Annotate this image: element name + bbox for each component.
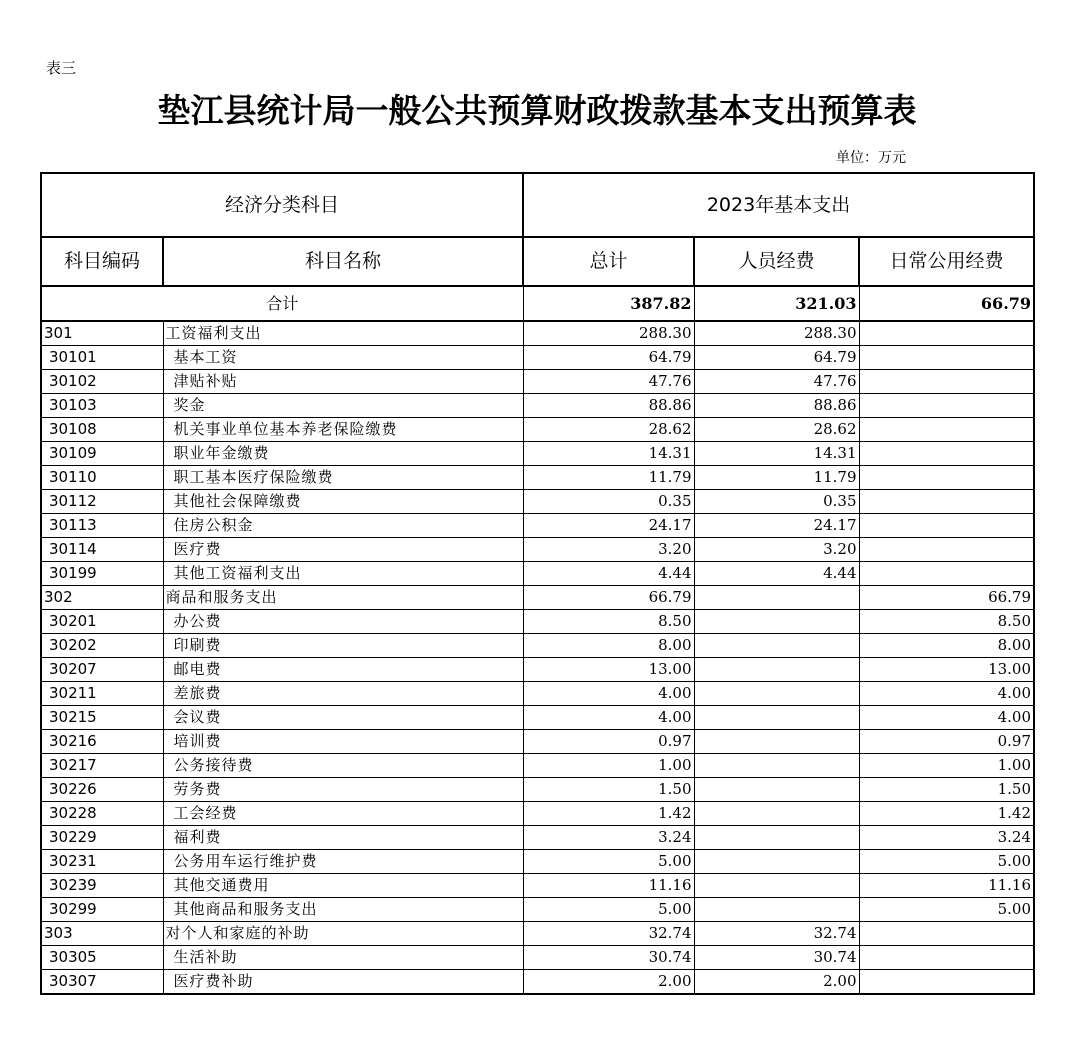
row-public: 5.00 bbox=[859, 850, 1034, 874]
row-subject-name: 公务用车运行维护费 bbox=[163, 850, 523, 874]
row-public bbox=[859, 442, 1034, 466]
total-sum: 387.82 bbox=[523, 286, 694, 321]
table-row bbox=[41, 754, 1034, 778]
row-subject-name: 对个人和家庭的补助 bbox=[163, 922, 523, 946]
row-subject-name: 其他商品和服务支出 bbox=[163, 898, 523, 922]
row-public: 8.00 bbox=[859, 634, 1034, 658]
table-row bbox=[41, 826, 1034, 850]
row-subject-name: 医疗费 bbox=[163, 538, 523, 562]
row-public: 4.00 bbox=[859, 706, 1034, 730]
row-total: 0.97 bbox=[523, 730, 694, 754]
row-personnel bbox=[694, 850, 859, 874]
row-subject-code: 30216 bbox=[41, 730, 163, 754]
row-total: 5.00 bbox=[523, 850, 694, 874]
row-subject-code: 30201 bbox=[41, 610, 163, 634]
header-personnel-expense: 人员经费 bbox=[694, 237, 859, 286]
row-personnel: 2.00 bbox=[694, 970, 859, 995]
row-public bbox=[859, 370, 1034, 394]
table-row bbox=[41, 802, 1034, 826]
row-subject-name: 其他交通费用 bbox=[163, 874, 523, 898]
total-personnel: 321.03 bbox=[694, 286, 859, 321]
row-personnel bbox=[694, 898, 859, 922]
table-row bbox=[41, 346, 1034, 370]
row-total: 14.31 bbox=[523, 442, 694, 466]
row-subject-code: 302 bbox=[41, 586, 163, 610]
row-total: 88.86 bbox=[523, 394, 694, 418]
table-row bbox=[41, 874, 1034, 898]
row-subject-code: 303 bbox=[41, 922, 163, 946]
row-public: 1.00 bbox=[859, 754, 1034, 778]
header-total: 总计 bbox=[523, 237, 694, 286]
row-public bbox=[859, 514, 1034, 538]
row-personnel: 11.79 bbox=[694, 466, 859, 490]
row-personnel bbox=[694, 730, 859, 754]
row-total: 0.35 bbox=[523, 490, 694, 514]
row-total: 32.74 bbox=[523, 922, 694, 946]
row-personnel bbox=[694, 634, 859, 658]
row-subject-code: 30299 bbox=[41, 898, 163, 922]
table-row bbox=[41, 850, 1034, 874]
row-total: 24.17 bbox=[523, 514, 694, 538]
row-total: 3.20 bbox=[523, 538, 694, 562]
row-total: 64.79 bbox=[523, 346, 694, 370]
row-subject-name: 公务接待费 bbox=[163, 754, 523, 778]
table-row bbox=[41, 898, 1034, 922]
row-subject-code: 30103 bbox=[41, 394, 163, 418]
header-subject-name: 科目名称 bbox=[163, 237, 523, 286]
row-subject-code: 30211 bbox=[41, 682, 163, 706]
table-row bbox=[41, 418, 1034, 442]
row-personnel bbox=[694, 754, 859, 778]
row-public bbox=[859, 922, 1034, 946]
row-total: 11.79 bbox=[523, 466, 694, 490]
header-subject-code: 科目编码 bbox=[41, 237, 163, 286]
row-subject-code: 30112 bbox=[41, 490, 163, 514]
row-total: 3.24 bbox=[523, 826, 694, 850]
row-subject-code: 30113 bbox=[41, 514, 163, 538]
row-subject-name: 住房公积金 bbox=[163, 514, 523, 538]
row-total: 5.00 bbox=[523, 898, 694, 922]
row-personnel: 3.20 bbox=[694, 538, 859, 562]
table-row bbox=[41, 586, 1034, 610]
table-row bbox=[41, 682, 1034, 706]
row-subject-code: 30207 bbox=[41, 658, 163, 682]
table-row bbox=[41, 658, 1034, 682]
row-total: 4.00 bbox=[523, 682, 694, 706]
row-subject-code: 30217 bbox=[41, 754, 163, 778]
row-total: 1.50 bbox=[523, 778, 694, 802]
budget-table bbox=[40, 172, 1035, 995]
row-public: 11.16 bbox=[859, 874, 1034, 898]
row-personnel: 32.74 bbox=[694, 922, 859, 946]
row-subject-code: 30110 bbox=[41, 466, 163, 490]
row-total: 1.42 bbox=[523, 802, 694, 826]
row-personnel: 24.17 bbox=[694, 514, 859, 538]
row-public bbox=[859, 418, 1034, 442]
table-row bbox=[41, 730, 1034, 754]
row-subject-code: 30109 bbox=[41, 442, 163, 466]
row-subject-code: 30114 bbox=[41, 538, 163, 562]
row-subject-name: 机关事业单位基本养老保险缴费 bbox=[163, 418, 523, 442]
row-total: 47.76 bbox=[523, 370, 694, 394]
row-subject-name: 奖金 bbox=[163, 394, 523, 418]
row-total: 1.00 bbox=[523, 754, 694, 778]
row-subject-code: 301 bbox=[41, 321, 163, 346]
row-personnel: 30.74 bbox=[694, 946, 859, 970]
row-public: 8.50 bbox=[859, 610, 1034, 634]
row-public: 1.42 bbox=[859, 802, 1034, 826]
row-subject-name: 商品和服务支出 bbox=[163, 586, 523, 610]
row-subject-name: 工会经费 bbox=[163, 802, 523, 826]
row-subject-code: 30228 bbox=[41, 802, 163, 826]
table-number-label: 表三 bbox=[46, 59, 77, 77]
row-subject-name: 职业年金缴费 bbox=[163, 442, 523, 466]
row-public bbox=[859, 562, 1034, 586]
page-title: 垫江县统计局一般公共预算财政拨款基本支出预算表 bbox=[157, 91, 917, 130]
row-public: 1.50 bbox=[859, 778, 1034, 802]
row-personnel bbox=[694, 874, 859, 898]
row-personnel bbox=[694, 802, 859, 826]
row-subject-code: 30231 bbox=[41, 850, 163, 874]
table-row bbox=[41, 946, 1034, 970]
row-subject-name: 印刷费 bbox=[163, 634, 523, 658]
row-public bbox=[859, 970, 1034, 995]
row-subject-name: 基本工资 bbox=[163, 346, 523, 370]
row-subject-name: 其他社会保障缴费 bbox=[163, 490, 523, 514]
row-personnel bbox=[694, 658, 859, 682]
table-row bbox=[41, 394, 1034, 418]
table-row bbox=[41, 562, 1034, 586]
row-total: 4.44 bbox=[523, 562, 694, 586]
row-total: 288.30 bbox=[523, 321, 694, 346]
row-total: 30.74 bbox=[523, 946, 694, 970]
row-total: 11.16 bbox=[523, 874, 694, 898]
row-public bbox=[859, 490, 1034, 514]
header-basic-expenditure-year: 2023年基本支出 bbox=[523, 173, 1034, 237]
table-row bbox=[41, 970, 1034, 995]
row-public: 5.00 bbox=[859, 898, 1034, 922]
row-public: 13.00 bbox=[859, 658, 1034, 682]
row-personnel bbox=[694, 826, 859, 850]
row-personnel: 28.62 bbox=[694, 418, 859, 442]
row-subject-name: 办公费 bbox=[163, 610, 523, 634]
row-subject-code: 30305 bbox=[41, 946, 163, 970]
row-public bbox=[859, 346, 1034, 370]
header-row-group bbox=[41, 173, 1034, 237]
row-personnel bbox=[694, 610, 859, 634]
row-total: 4.00 bbox=[523, 706, 694, 730]
row-subject-code: 30101 bbox=[41, 346, 163, 370]
row-subject-code: 30239 bbox=[41, 874, 163, 898]
row-subject-name: 医疗费补助 bbox=[163, 970, 523, 995]
row-subject-name: 生活补助 bbox=[163, 946, 523, 970]
row-personnel bbox=[694, 706, 859, 730]
row-subject-name: 邮电费 bbox=[163, 658, 523, 682]
table-row bbox=[41, 514, 1034, 538]
row-subject-code: 30202 bbox=[41, 634, 163, 658]
row-total: 8.50 bbox=[523, 610, 694, 634]
row-public bbox=[859, 466, 1034, 490]
header-public-expense: 日常公用经费 bbox=[859, 237, 1034, 286]
row-personnel: 64.79 bbox=[694, 346, 859, 370]
table-row bbox=[41, 922, 1034, 946]
header-economic-classification: 经济分类科目 bbox=[41, 173, 523, 237]
row-subject-name: 差旅费 bbox=[163, 682, 523, 706]
unit-label: 单位：万元 bbox=[836, 150, 906, 166]
table-row bbox=[41, 610, 1034, 634]
row-subject-name: 职工基本医疗保险缴费 bbox=[163, 466, 523, 490]
row-public: 3.24 bbox=[859, 826, 1034, 850]
table-row bbox=[41, 466, 1034, 490]
row-subject-code: 30199 bbox=[41, 562, 163, 586]
row-total: 66.79 bbox=[523, 586, 694, 610]
row-public bbox=[859, 946, 1034, 970]
row-subject-code: 30108 bbox=[41, 418, 163, 442]
table-row bbox=[41, 778, 1034, 802]
row-public bbox=[859, 538, 1034, 562]
row-public: 4.00 bbox=[859, 682, 1034, 706]
row-total: 2.00 bbox=[523, 970, 694, 995]
row-personnel bbox=[694, 778, 859, 802]
row-subject-name: 培训费 bbox=[163, 730, 523, 754]
total-public: 66.79 bbox=[859, 286, 1034, 321]
table-row bbox=[41, 538, 1034, 562]
row-subject-code: 30307 bbox=[41, 970, 163, 995]
total-row bbox=[41, 286, 1034, 321]
row-subject-name: 福利费 bbox=[163, 826, 523, 850]
row-subject-code: 30215 bbox=[41, 706, 163, 730]
table-row bbox=[41, 442, 1034, 466]
row-subject-name: 津贴补贴 bbox=[163, 370, 523, 394]
row-personnel bbox=[694, 586, 859, 610]
table-row bbox=[41, 490, 1034, 514]
row-subject-code: 30102 bbox=[41, 370, 163, 394]
row-total: 13.00 bbox=[523, 658, 694, 682]
row-public: 66.79 bbox=[859, 586, 1034, 610]
row-subject-name: 会议费 bbox=[163, 706, 523, 730]
table-row bbox=[41, 321, 1034, 346]
total-label: 合计 bbox=[41, 286, 523, 321]
row-personnel: 288.30 bbox=[694, 321, 859, 346]
row-personnel: 47.76 bbox=[694, 370, 859, 394]
row-personnel: 0.35 bbox=[694, 490, 859, 514]
row-personnel bbox=[694, 682, 859, 706]
row-public bbox=[859, 394, 1034, 418]
header-row-columns bbox=[41, 237, 1034, 286]
row-total: 28.62 bbox=[523, 418, 694, 442]
row-total: 8.00 bbox=[523, 634, 694, 658]
row-public: 0.97 bbox=[859, 730, 1034, 754]
row-subject-code: 30229 bbox=[41, 826, 163, 850]
table-row bbox=[41, 370, 1034, 394]
row-public bbox=[859, 321, 1034, 346]
row-subject-name: 工资福利支出 bbox=[163, 321, 523, 346]
row-subject-name: 其他工资福利支出 bbox=[163, 562, 523, 586]
row-personnel: 14.31 bbox=[694, 442, 859, 466]
row-subject-code: 30226 bbox=[41, 778, 163, 802]
table-row bbox=[41, 634, 1034, 658]
table-row bbox=[41, 706, 1034, 730]
row-personnel: 88.86 bbox=[694, 394, 859, 418]
row-subject-name: 劳务费 bbox=[163, 778, 523, 802]
row-personnel: 4.44 bbox=[694, 562, 859, 586]
